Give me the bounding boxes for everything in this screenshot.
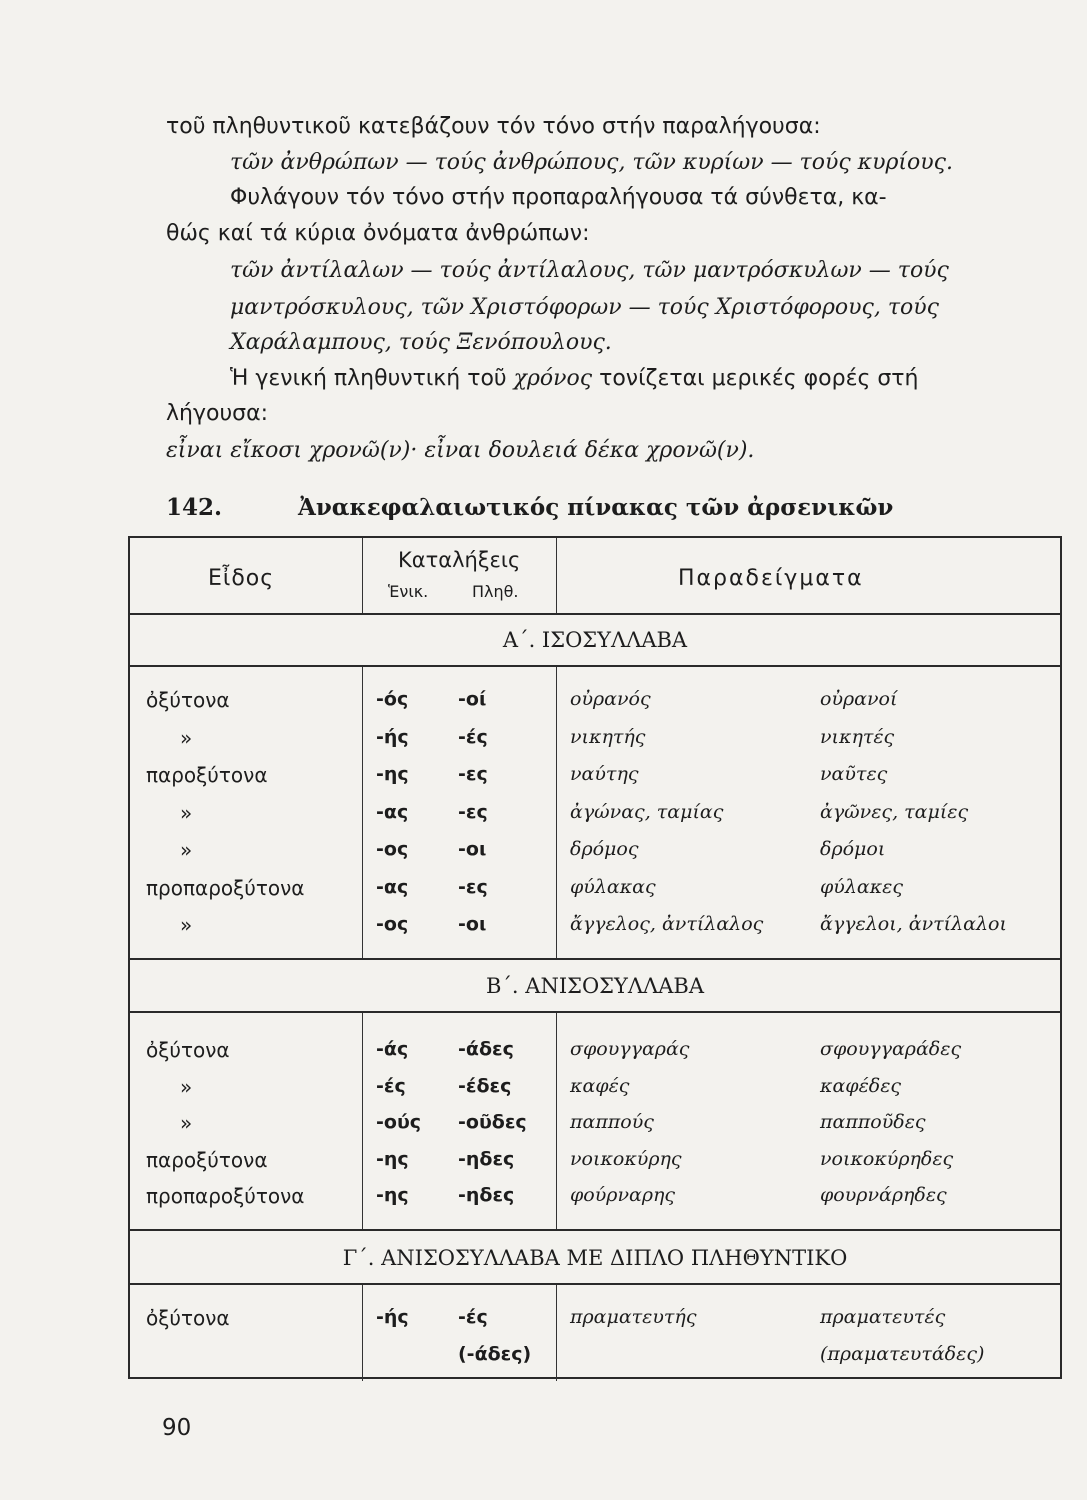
ending-sing-cell: -ούς [376,1111,422,1133]
summary-table [128,536,1062,1379]
ending-plur-cell: -άδες [458,1038,514,1060]
ending-sing-cell: -ας [376,800,409,823]
ending-plur-cell: -οι [458,838,487,860]
ending-plur-cell: -έδες [458,1074,512,1097]
col-divider-1 [362,538,363,613]
example-plur-cell: φύλακες [820,875,904,898]
header-eidos: Εἶδος [208,566,275,591]
example-plur-cell: καφέδες [820,1074,902,1097]
example-sing-cell: ἀγώνας, ταμίας [570,800,724,823]
example-plur-cell: νοικοκύρηδες [820,1147,954,1170]
text-line-8c: τονίζεται μερικές φορές στή [592,366,919,391]
ending-sing-cell: -ας [376,875,409,898]
text-line-3: Φυλάγουν τόν τόνο στήν προπαραλήγουσα τά σύνθετα, κα- [230,185,887,210]
row-divider-secA [130,665,1060,667]
section-number: 142. [166,494,223,521]
col-divider-2a [556,665,557,958]
example-plur-cell: σφουγγαράδες [820,1038,962,1060]
ending-plur-cell: -οι [458,913,487,935]
header-katalixeis: Καταλήξεις [398,548,521,572]
type-cell: ὀξύτονα [146,1306,230,1330]
example-plur-cell: (πραματευτάδες) [820,1343,985,1365]
example-sing-cell: φύλακας [570,875,656,898]
type-cell: » [180,838,193,862]
type-cell: ὀξύτονα [146,1038,230,1062]
ending-sing-cell: -ης [376,1184,409,1206]
section-title: Ἀνακεφαλαιωτικός πίνακας τῶν ἀρσενικῶν [298,494,894,521]
type-cell: » [180,800,193,825]
ending-sing-cell: -ός [376,688,409,710]
example-sing-cell: καφές [570,1074,630,1097]
row-divider-header [130,613,1060,615]
section-b-title: Β΄. ΑΝΙΣΟΣΥΛΛΑΒΑ [486,974,704,998]
type-cell: » [180,913,193,937]
ending-plur-cell: -ές [458,725,488,748]
type-cell: προπαροξύτονα [146,875,305,900]
example-line-2: τῶν ἀντίλαλων — τούς ἀντίλαλους, τῶν μαντρόσκυλων — τούς [230,258,949,283]
ending-plur-cell: (-άδες) [458,1343,532,1365]
text-line-1: τοῦ πληθυντικοῦ κατεβάζουν τόν τόνο στήν παραλήγουσα: [166,114,821,139]
word-chronos: χρόνος [513,366,593,391]
type-cell: προπαροξύτονα [146,1184,305,1208]
ending-sing-cell: -ης [376,763,409,785]
row-divider-A-end [130,958,1060,960]
type-cell: » [180,725,193,750]
header-plithyntikos: Πληθ. [472,582,519,601]
example-plur-cell: δρόμοι [820,838,886,860]
page-number: 90 [162,1415,192,1441]
example-plur-cell: ἀγῶνες, ταμίες [820,800,969,823]
ending-sing-cell: -ής [376,725,409,748]
type-cell: » [180,1111,193,1135]
text-line-9: λήγουσα: [166,401,269,426]
ending-sing-cell: -ος [376,838,409,860]
col-divider-2 [556,538,557,613]
col-divider-2b [556,1011,557,1229]
example-plur-cell: παπποῦδες [820,1111,926,1133]
example-line-3: μαντρόσκυλους, τῶν Χριστόφορων — τούς Χριστόφορους, τούς [230,295,939,320]
section-a-title: Α΄. ΙΣΟΣΥΛΛΑΒΑ [502,628,688,652]
ending-plur-cell: -ές [458,1306,488,1328]
type-cell: παροξύτονα [146,1147,268,1172]
example-sing-cell: νοικοκύρης [570,1147,682,1170]
example-line-1: τῶν ἀνθρώπων — τούς ἀνθρώπους, τῶν κυρίων — τούς κυρίους. [230,150,953,175]
example-sing-cell: οὐρανός [570,688,651,710]
ending-sing-cell: -άς [376,1038,409,1060]
ending-plur-cell: -ες [458,875,488,898]
ending-sing-cell: -ές [376,1074,406,1097]
text-line-8 [230,366,919,391]
ending-plur-cell: -ες [458,763,488,785]
type-cell: παροξύτονα [146,763,268,787]
ending-plur-cell: -ες [458,800,488,823]
row-divider-B-end [130,1229,1060,1231]
example-plur-cell: οὐρανοί [820,688,898,710]
type-cell: ὀξύτονα [146,688,230,712]
example-sing-cell: παππούς [570,1111,654,1133]
ending-sing-cell: -ος [376,913,409,935]
example-sing-cell: δρόμος [570,838,639,860]
ending-plur-cell: -οῦδες [458,1111,527,1133]
ending-plur-cell: -ηδες [458,1184,515,1206]
example-plur-cell: ναῦτες [820,763,888,785]
example-sing-cell: σφουγγαράς [570,1038,690,1060]
example-plur-cell: πραματευτές [820,1306,946,1328]
text-line-4: θώς καί τά κύρια ὀνόματα ἀνθρώπων: [166,221,590,246]
example-line-4: Χαράλαμπους, τούς Ξενόπουλους. [230,330,612,355]
example-plur-cell: ἄγγελοι, ἀντίλαλοι [820,913,1007,935]
col-divider-1a [362,665,363,958]
example-sing-cell: ἄγγελος, ἀντίλαλος [570,913,764,935]
header-enikos: Ἑνικ. [388,582,429,601]
col-divider-1c [362,1283,363,1381]
ending-sing-cell: -ής [376,1306,409,1328]
example-plur-cell: φουρνάρηδες [820,1184,947,1206]
text-line-8a: Ἡ γενική πληθυντική τοῦ [230,366,514,391]
col-divider-2c [556,1283,557,1381]
row-divider-secB [130,1011,1060,1013]
col-divider-1b [362,1011,363,1229]
type-cell: » [180,1074,193,1099]
header-paradeigmata: Παραδείγματα [678,566,864,591]
example-sing-cell: ναύτης [570,763,639,785]
example-line-5: εἶναι εἴκοσι χρονῶ(ν)· εἶναι δουλειά δέκα χρονῶ(ν). [166,438,755,463]
example-sing-cell: νικητής [570,725,646,748]
row-divider-secC [130,1283,1060,1285]
example-sing-cell: φούρναρης [570,1184,676,1206]
section-c-title: Γ΄. ΑΝΙΣΟΣΥΛΛΑΒΑ ΜΕ ΔΙΠΛΟ ΠΛΗΘΥΝΤΙΚΟ [342,1246,848,1270]
ending-plur-cell: -ηδες [458,1147,515,1170]
ending-sing-cell: -ης [376,1147,409,1170]
ending-plur-cell: -οί [458,688,487,710]
example-sing-cell: πραματευτής [570,1306,697,1328]
example-plur-cell: νικητές [820,725,895,748]
